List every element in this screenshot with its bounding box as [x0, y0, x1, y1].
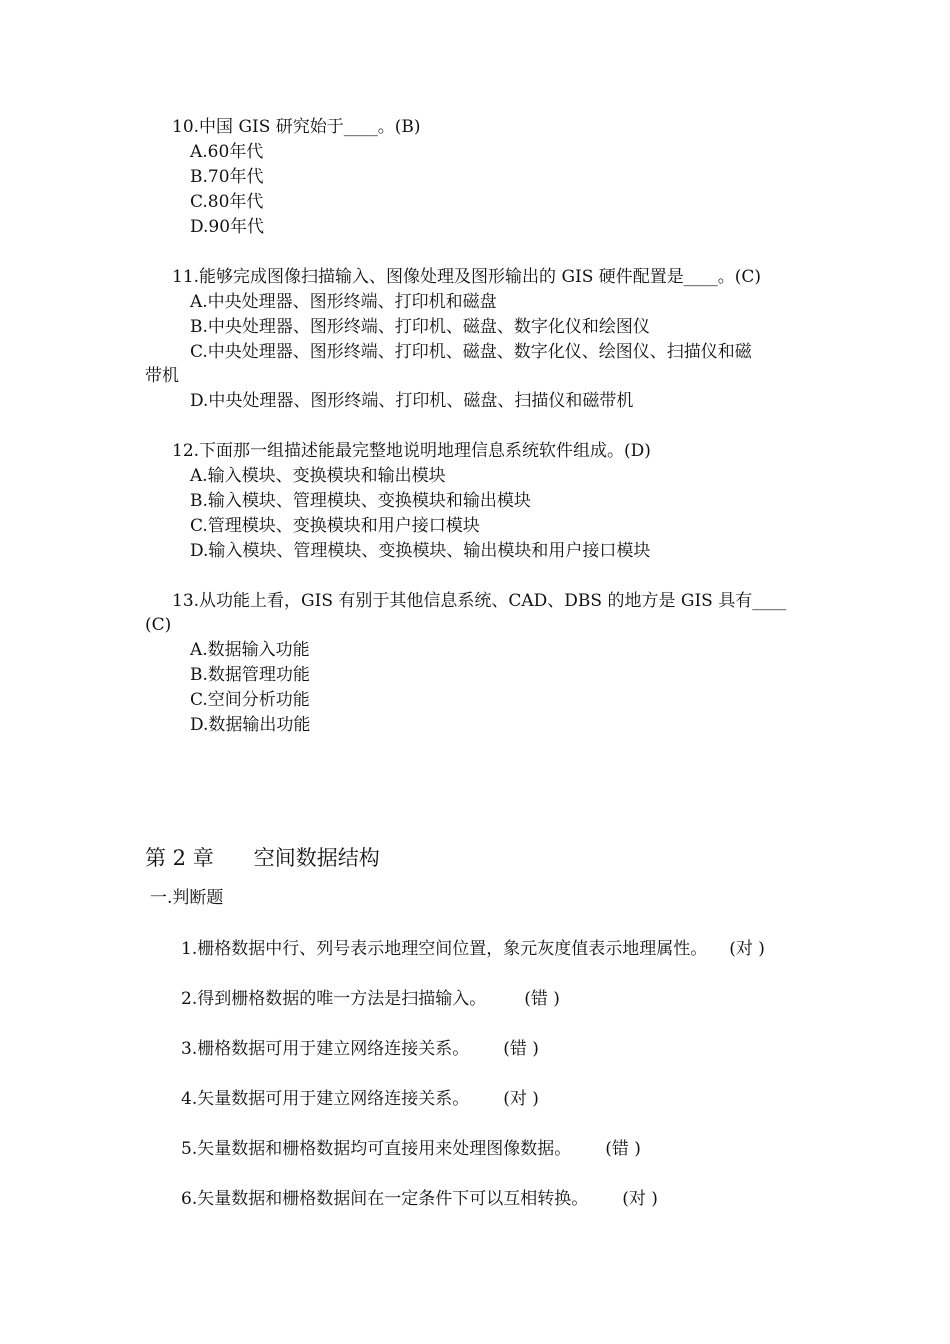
- question-11-option-d: D.中央处理器、图形终端、打印机、磁盘、扫描仪和磁带机: [190, 391, 634, 411]
- tf-item-answer: (错 ): [605, 1139, 641, 1159]
- chapter-heading: 第 2 章 空间数据结构: [145, 846, 380, 870]
- question-13-option-c: C.空间分析功能: [190, 690, 310, 710]
- tf-item-text: 2.得到栅格数据的唯一方法是扫描输入。: [181, 989, 487, 1009]
- section-heading: 一.判断题: [150, 888, 224, 908]
- question-10-option-b: B.70年代: [190, 167, 264, 187]
- question-10-option-d: D.90年代: [190, 217, 265, 237]
- tf-item-answer: (对 ): [729, 939, 765, 959]
- tf-item-4: [181, 1087, 539, 1111]
- question-12-stem: 12.下面那一组描述能最完整地说明地理信息系统软件组成。(D): [172, 441, 651, 461]
- tf-item-answer: (错 ): [524, 989, 560, 1009]
- tf-item-text: 1.栅格数据中行、列号表示地理空间位置，象元灰度值表示地理属性。: [181, 939, 708, 959]
- tf-item-3: [181, 1037, 539, 1061]
- tf-item-answer: (错 ): [503, 1039, 539, 1059]
- question-13-stem: 13.从功能上看，GIS 有别于其他信息系统、CAD、DBS 的地方是 GIS 具有____: [172, 591, 787, 611]
- question-11-option-c-continued: 带机: [145, 366, 179, 386]
- question-11-stem: 11.能够完成图像扫描输入、图像处理及图形输出的 GIS 硬件配置是____。(C): [172, 267, 762, 287]
- question-10-option-a: A.60年代: [190, 142, 264, 162]
- tf-item-5: [181, 1137, 641, 1161]
- question-12-option-b: B.输入模块、管理模块、变换模块和输出模块: [190, 491, 531, 511]
- question-13-option-a: A.数据输入功能: [190, 640, 310, 660]
- question-13-option-d: D.数据输出功能: [190, 715, 311, 735]
- question-10-option-c: C.80年代: [190, 192, 264, 212]
- tf-item-answer: (对 ): [622, 1189, 658, 1209]
- tf-item-answer: (对 ): [503, 1089, 539, 1109]
- tf-item-1: [181, 937, 765, 961]
- tf-item-text: 6.矢量数据和栅格数据间在一定条件下可以互相转换。: [181, 1189, 589, 1209]
- question-13-stem-continued: (C): [145, 615, 172, 635]
- question-11-option-c: C.中央处理器、图形终端、打印机、磁盘、数字化仪、绘图仪、扫描仪和磁: [190, 342, 752, 362]
- question-10-stem: 10.中国 GIS 研究始于____。(B): [172, 117, 421, 137]
- tf-item-text: 5.矢量数据和栅格数据均可直接用来处理图像数据。: [181, 1139, 572, 1159]
- question-13-option-b: B.数据管理功能: [190, 665, 310, 685]
- question-11-option-a: A.中央处理器、图形终端、打印机和磁盘: [190, 292, 497, 312]
- question-11-option-b: B.中央处理器、图形终端、打印机、磁盘、数字化仪和绘图仪: [190, 317, 650, 337]
- tf-item-text: 4.矢量数据可用于建立网络连接关系。: [181, 1089, 470, 1109]
- tf-item-2: [181, 987, 560, 1011]
- question-12-option-a: A.输入模块、变换模块和输出模块: [190, 466, 446, 486]
- tf-item-text: 3.栅格数据可用于建立网络连接关系。: [181, 1039, 470, 1059]
- question-12-option-d: D.输入模块、管理模块、变换模块、输出模块和用户接口模块: [190, 541, 651, 561]
- question-12-option-c: C.管理模块、变换模块和用户接口模块: [190, 516, 480, 536]
- tf-item-6: [181, 1187, 658, 1211]
